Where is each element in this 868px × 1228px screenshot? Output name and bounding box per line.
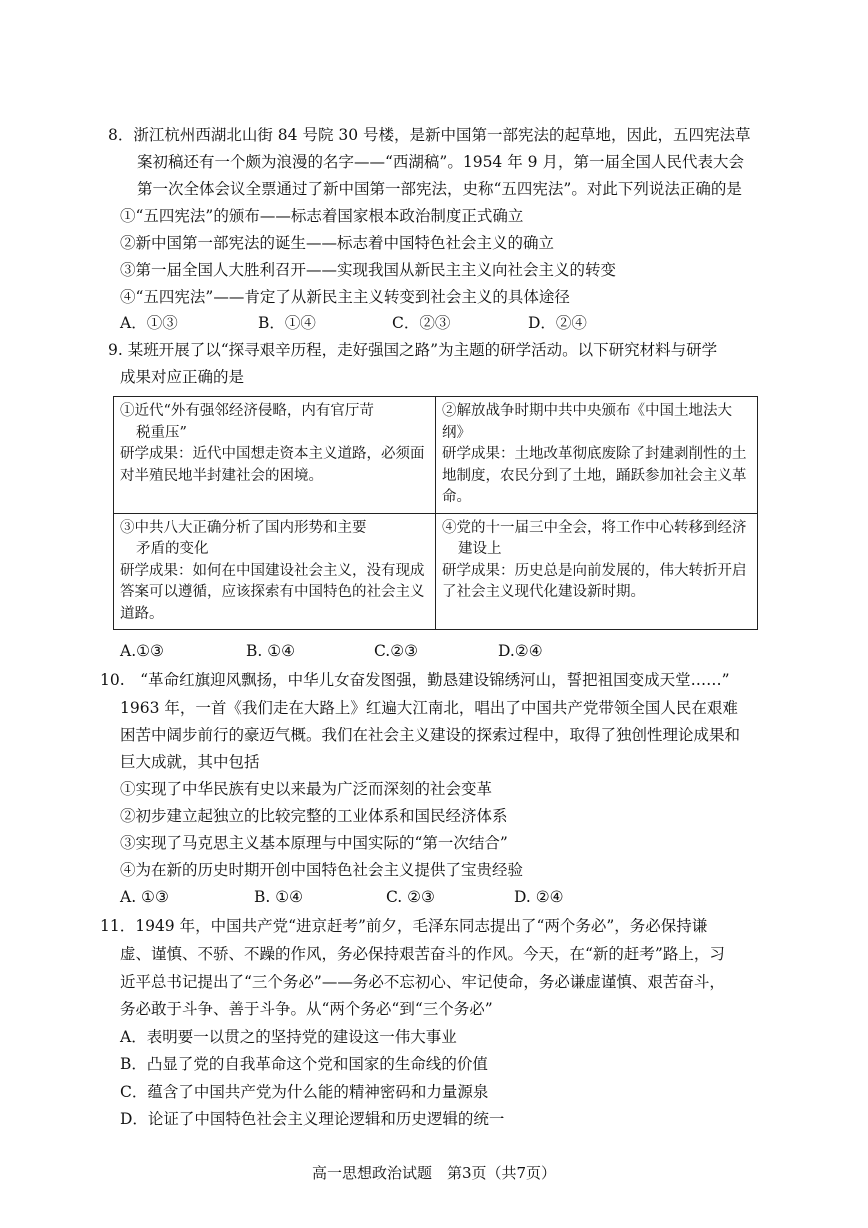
q8-stem-line-3: 第一次全体会议全票通过了新中国第一部宪法，史称“五四宪法”。对此下列说法正确的是 xyxy=(137,180,742,198)
table-cell-2 xyxy=(436,397,758,514)
cell-2-title: ②解放战争时期中共中央颁布《中国土地法大纲》 xyxy=(442,403,732,441)
q9-choice-d: D.②④ xyxy=(498,642,543,660)
table-cell-3 xyxy=(114,513,436,630)
cell-1-title-cont: 税重压” xyxy=(136,424,187,441)
q8-stem-line-1: 8．浙江杭州西湖北山街 84 号院 30 号楼，是新中国第一部宪法的起草地，因此，五四宪法草 xyxy=(108,126,751,144)
q10-choices xyxy=(120,886,680,908)
q11-option-c: C．蕴含了中国共产党为什么能的精神密码和力量源泉 xyxy=(120,1083,489,1101)
q10-stem-line-1: 10. “革命红旗迎风飘扬，中华儿女奋发图强，勤恳建设锦绣河山，誓把祖国变成天堂……” xyxy=(100,671,730,689)
q9-stem-line-1: 9. 某班开展了以“探寻艰辛历程，走好强国之路”为主题的研学活动。以下研究材料与研学 xyxy=(108,341,718,359)
q10-choice-b: B. ①④ xyxy=(254,888,304,906)
table-cell-4 xyxy=(436,513,758,630)
q10-choice-c: C. ②③ xyxy=(386,888,435,906)
cell-3-result: 研学成果：如何在中国建设社会主义，没有现成答案可以遵循，应该探索有中国特色的社会主义道路。 xyxy=(120,562,425,622)
q10-choice-d: D. ②④ xyxy=(514,888,564,906)
q8-choice-b: B．①④ xyxy=(258,314,316,332)
cell-4-title: ④党的十一届三中全会，将工作中心转移到经济 xyxy=(442,519,747,536)
q11-option-b: B．凸显了党的自我革命这个党和国家的生命线的价值 xyxy=(120,1055,488,1073)
q10-item-3: ③实现了马克思主义基本原理与中国实际的“第一次结合” xyxy=(120,834,508,852)
q10-stem-line-4: 巨大成就，其中包括 xyxy=(120,753,260,771)
table-cell-1 xyxy=(114,397,436,514)
q8-item-2: ②新中国第一部宪法的诞生——标志着中国特色社会主义的确立 xyxy=(120,234,555,252)
cell-3-title-cont: 矛盾的变化 xyxy=(136,541,209,557)
q10-stem-line-3: 困苦中阔步前行的豪迈气概。我们在社会主义建设的探索过程中，取得了独创性理论成果和 xyxy=(120,726,741,744)
q10-choice-a: A. ①③ xyxy=(120,888,169,906)
research-table xyxy=(113,396,758,630)
q9-choices xyxy=(120,640,680,662)
q9-stem-line-2: 成果对应正确的是 xyxy=(120,368,245,386)
q10-item-2: ②初步建立起独立的比较完整的工业体系和国民经济体系 xyxy=(120,807,508,825)
q11-stem-line-1: 11．1949 年，中国共产党“进京赶考”前夕，毛泽东同志提出了“两个务必”，务必保持谦 xyxy=(100,917,708,935)
q9-choice-c: C.②③ xyxy=(374,642,419,660)
table-row xyxy=(114,397,758,514)
cell-1-result: 研学成果：近代中国想走资本主义道路，必须面对半殖民地半封建社会的困境。 xyxy=(120,446,425,484)
q9-choice-a: A.①③ xyxy=(120,642,164,660)
q11-stem-line-2: 虚、谨慎、不骄、不躁的作风，务必保持艰苦奋斗的作风。今天，在“新的赶考”路上，习 xyxy=(120,945,725,963)
page-footer: 高一思想政治试题 第3页（共7页） xyxy=(311,1164,557,1182)
q8-choice-d: D．②④ xyxy=(528,314,587,332)
cell-2-result: 研学成果：土地改革彻底废除了封建剥削性的土地制度，农民分到了土地，踊跃参加社会主义革命。 xyxy=(442,446,747,505)
table-row xyxy=(114,513,758,630)
q8-choices xyxy=(120,312,680,334)
q8-item-1: ①“五四宪法”的颁布——标志着国家根本政治制度正式确立 xyxy=(120,207,524,225)
cell-3-title: ③中共八大正确分析了国内形势和主要 xyxy=(120,519,367,536)
q8-item-4: ④“五四宪法”——肯定了从新民主主义转变到社会主义的具体途径 xyxy=(120,288,570,306)
q11-stem-line-4: 务必敢于斗争、善于斗争。从“两个务必“到“三个务必” xyxy=(120,1000,493,1018)
cell-4-title-cont: 建设上 xyxy=(458,541,502,557)
q8-choice-c: C．②③ xyxy=(392,314,451,332)
q11-stem-line-3: 近平总书记提出了“三个务必”——务必不忘初心、牢记使命，务必谦虚谨慎、艰苦奋斗， xyxy=(120,973,725,991)
q8-stem-line-2: 案初稿还有一个颇为浪漫的名字——“西湖稿”。1954 年 9 月，第一届全国人民代表大会 xyxy=(137,153,744,171)
q10-stem-line-2: 1963 年，一首《我们走在大路上》红遍大江南北，唱出了中国共产党带领全国人民在艰难 xyxy=(120,699,738,717)
q11-option-a: A．表明要一以贯之的坚持党的建设这一伟大事业 xyxy=(120,1028,457,1046)
cell-4-result: 研学成果：历史总是向前发展的，伟大转折开启了社会主义现代化建设新时期。 xyxy=(442,562,747,600)
q10-item-4: ④为在新的历史时期开创中国特色社会主义提供了宝贵经验 xyxy=(120,861,524,879)
q9-choice-b: B. ①④ xyxy=(246,642,296,660)
cell-1-title: ①近代“外有强邻经济侵略，内有官厅苛 xyxy=(120,403,374,419)
q10-item-1: ①实现了中华民族有史以来最为广泛而深刻的社会变革 xyxy=(120,780,493,798)
q8-choice-a: A．①③ xyxy=(120,314,178,332)
q11-option-d: D．论证了中国特色社会主义理论逻辑和历史逻辑的统一 xyxy=(120,1110,505,1128)
q8-item-3: ③第一届全国人大胜利召开——实现我国从新民主主义向社会主义的转变 xyxy=(120,261,617,279)
